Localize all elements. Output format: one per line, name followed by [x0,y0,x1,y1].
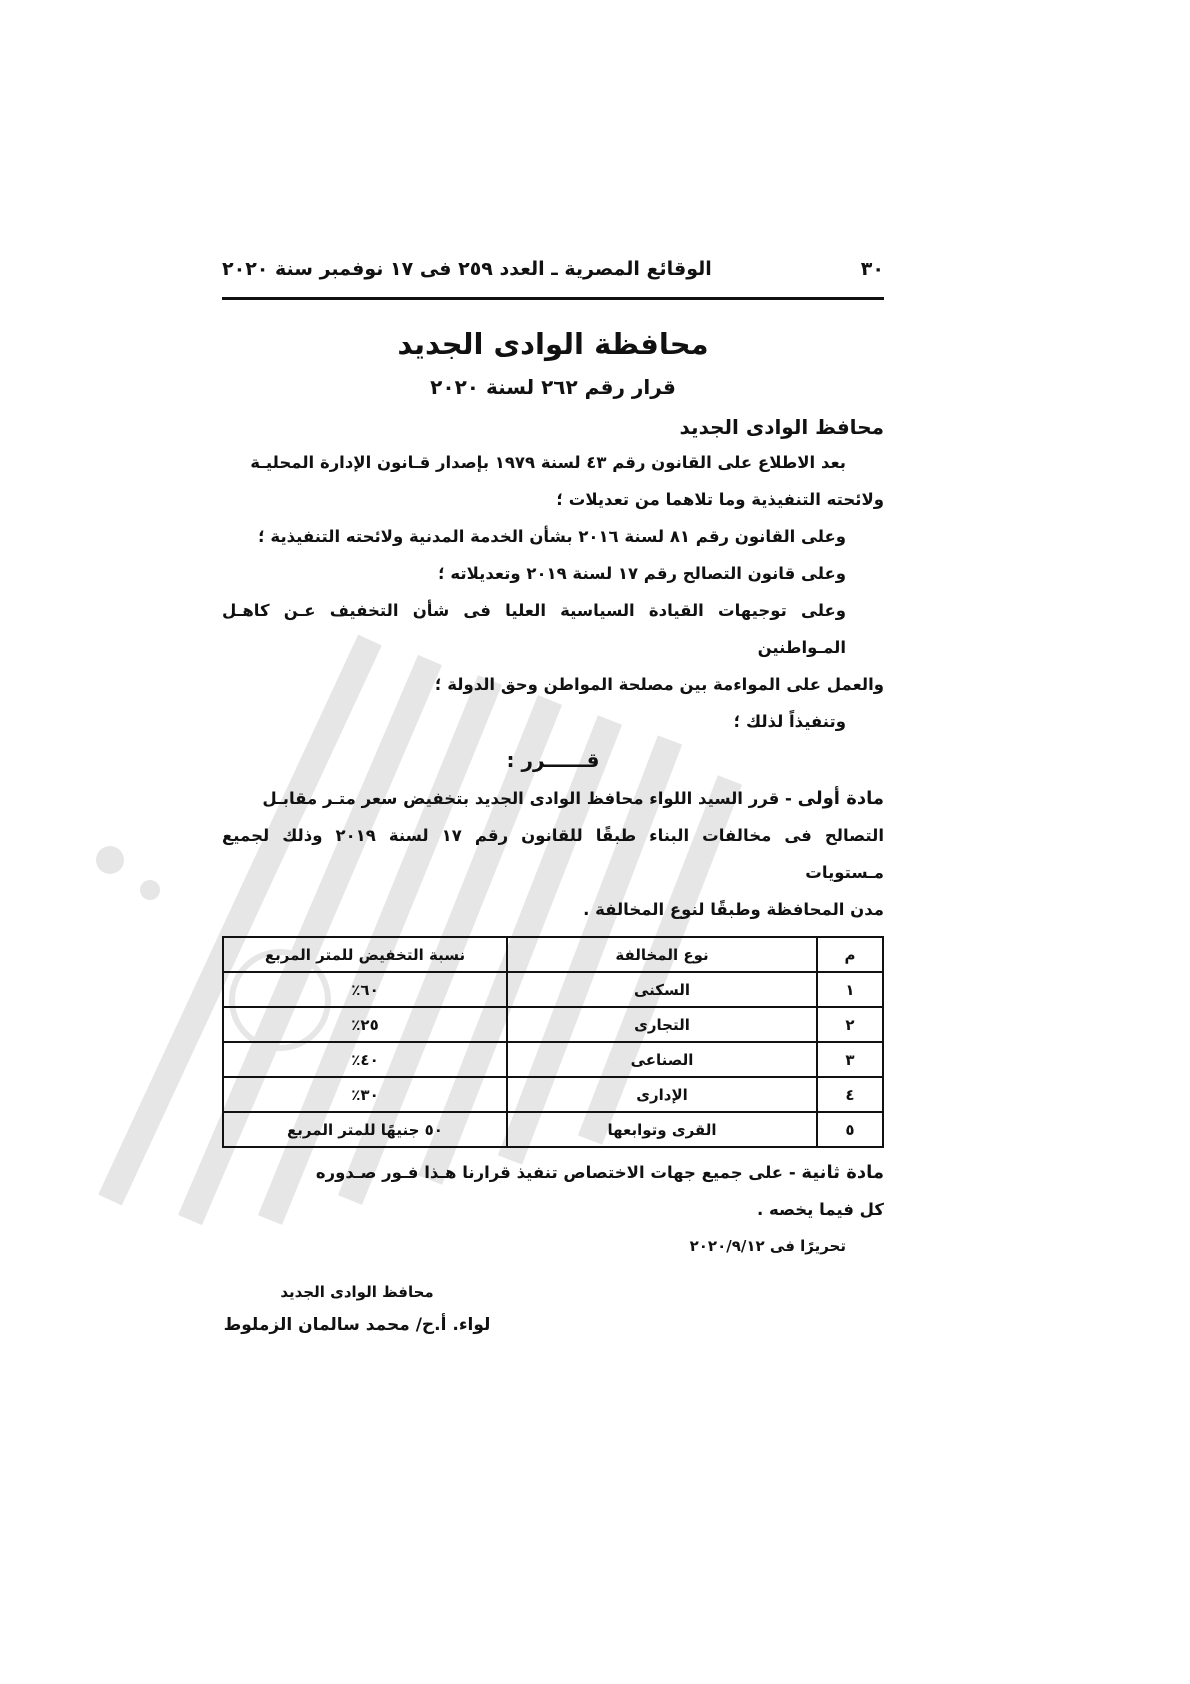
article-1-text: - قرر السيد اللواء محافظ الوادى الجديد بتخفيض سعر متـر مقابـل [262,789,792,808]
row-number-cell: ٥ [817,1112,883,1147]
discount-cell: ٤٠٪ [223,1042,507,1077]
signature-name: لواء. أ.ح/ محمد سالمان الزملوط [223,1315,491,1335]
table-row [223,1007,883,1042]
signature-role: محافظ الوادى الجديد [280,1283,434,1301]
article-2-line [222,1154,884,1191]
preamble-line: بعد الاطلاع على القانون رقم ٤٣ لسنة ١٩٧٩ بإصدار قـانون الإدارة المحليـة [250,453,846,472]
violation-type-cell: الإدارى [507,1077,817,1112]
header-rule [222,297,884,300]
discount-cell: ٢٥٪ [223,1007,507,1042]
preamble-line: وتنفيذاً لذلك ؛ [733,712,846,731]
decided-heading: قــــــرر : [506,748,600,772]
discount-cell: ٣٠٪ [223,1077,507,1112]
issuer-heading: محافظ الوادى الجديد [679,415,884,439]
table-row [223,1042,883,1077]
article-1-line: مدن المحافظة وطبقًا لنوع المخالفة . [583,900,884,919]
preamble-line: وعلى قانون التصالح رقم ١٧ لسنة ٢٠١٩ وتعديلاته ؛ [438,564,846,583]
gazette-issue: الوقائع المصرية ـ العدد ٢٥٩ فى ١٧ نوفمبر سنة ٢٠٢٠ [222,258,712,280]
article-1-label: مادة أولى [797,788,884,809]
violation-type-cell: القرى وتوابعها [507,1112,817,1147]
article-2-line: كل فيما يخصه . [757,1200,884,1219]
article-1-line: التصالح فى مخالفات البناء طبقًا للقانون رقم ١٧ لسنة ٢٠١٩ وذلك لجميع مـستويات [222,826,885,882]
preamble-line: وعلى القانون رقم ٨١ لسنة ٢٠١٦ بشأن الخدمة المدنية ولائحته التنفيذية ؛ [258,527,846,546]
row-number-cell: ٢ [817,1007,883,1042]
document-title: محافظة الوادى الجديد [397,327,709,361]
header-cell: نسبة التخفيض للمتر المربع [223,937,507,972]
article-1-line [222,780,884,817]
table-row [223,1077,883,1112]
row-number-cell: ٤ [817,1077,883,1112]
preamble-line: ولائحته التنفيذية وما تلاهما من تعديلات ؛ [556,490,884,509]
discount-cell: ٦٠٪ [223,972,507,1007]
discount-cell: ٥٠ جنيهًا للمتر المربع [223,1112,507,1147]
table-row [223,1112,883,1147]
violations-table [222,936,884,1148]
article-2-text: - على جميع جهات الاختصاص تنفيذ قرارنا هـذا فـور صـدوره [315,1163,796,1182]
decree-number: قرار رقم ٢٦٢ لسنة ٢٠٢٠ [430,375,676,399]
violation-type-cell: السكنى [507,972,817,1007]
row-number-cell: ١ [817,972,883,1007]
page-number: ٣٠ [860,258,884,280]
row-number-cell: ٣ [817,1042,883,1077]
article-2-label: مادة ثانية [801,1162,884,1183]
table-row [223,972,883,1007]
preamble-line: وعلى توجيهات القيادة السياسية العليا فى شأن التخفيف عـن كاهـل المـواطنين [222,601,846,657]
page-header [222,258,884,280]
document-body [222,322,884,1343]
header-cell: م [817,937,883,972]
preamble-line: والعمل على المواءمة بين مصلحة المواطن وحق الدولة ؛ [434,675,884,694]
violation-type-cell: التجارى [507,1007,817,1042]
table-header-row [223,937,883,972]
issue-date: تحريرًا فى ٢٠٢٠/٩/١٢ [689,1237,846,1255]
header-cell: نوع المخالفة [507,937,817,972]
violation-type-cell: الصناعى [507,1042,817,1077]
